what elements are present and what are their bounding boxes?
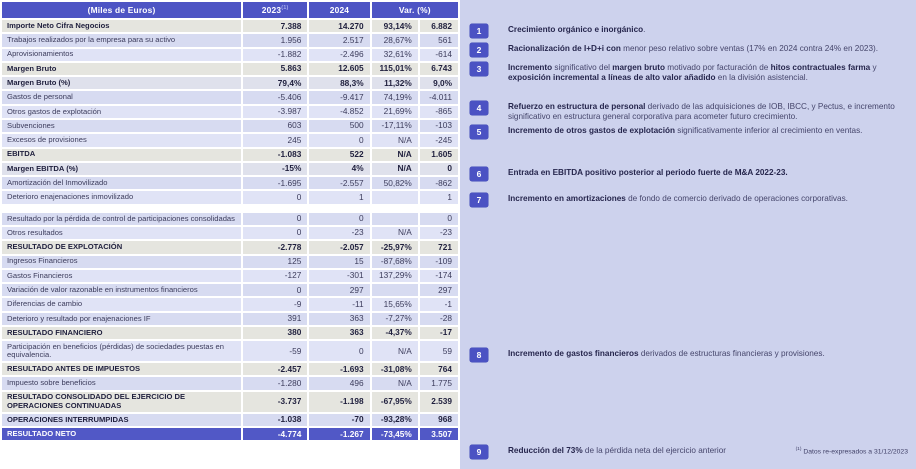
cell-var-pct: 11,32%	[372, 77, 418, 89]
note-item	[470, 445, 910, 459]
note-number-badge: 7	[470, 193, 488, 207]
cell-2024: 500	[309, 120, 369, 132]
note-item	[470, 43, 910, 57]
table-row	[2, 327, 458, 339]
cell-2023: 79,4%	[243, 77, 307, 89]
note-text: Incremento significativo del margen bruto motivado por facturación de hitos contractuales farma y exposición incremental a líneas de alto valor añadido en la división asistencial.	[508, 63, 877, 83]
cell-2023: -1.083	[243, 149, 307, 161]
cell-label: Otros gastos de explotación	[2, 106, 241, 118]
cell-2024: 12.605	[309, 63, 369, 75]
cell-var-abs: 561	[420, 34, 458, 46]
spacer-row	[2, 206, 458, 211]
cell-2023: 1.956	[243, 34, 307, 46]
note-number-badge: 5	[470, 125, 488, 139]
table-row	[2, 213, 458, 225]
cell-2023: -2.778	[243, 241, 307, 253]
cell-2023: 380	[243, 327, 307, 339]
cell-var-pct: -73,45%	[372, 428, 418, 440]
cell-label: Variación de valor razonable en instrumentos financieros	[2, 284, 241, 296]
cell-2023: 0	[243, 191, 307, 203]
footnote-sup: (1)	[795, 447, 802, 452]
cell-2023: -15%	[243, 163, 307, 175]
cell-var-abs: -1	[420, 298, 458, 310]
cell-label: Diferencias de cambio	[2, 298, 241, 310]
cell-2023: -59	[243, 341, 307, 361]
cell-label: Aprovisionamientos	[2, 49, 241, 61]
table-row	[2, 120, 458, 132]
cell-label: Margen Bruto (%)	[2, 77, 241, 89]
cell-label: RESULTADO CONSOLIDADO DEL EJERCICIO DE OPERACIONES CONTINUADAS	[2, 392, 241, 412]
cell-label: RESULTADO DE EXPLOTACIÓN	[2, 241, 241, 253]
table-row	[2, 341, 458, 361]
cell-2023: -127	[243, 270, 307, 282]
note-item	[470, 125, 910, 139]
column-header-2024: 2024	[309, 2, 369, 18]
cell-label: Margen Bruto	[2, 63, 241, 75]
cell-2024: 14.270	[309, 20, 369, 32]
cell-var-abs: 721	[420, 241, 458, 253]
cell-var-abs: -174	[420, 270, 458, 282]
cell-label: RESULTADO FINANCIERO	[2, 327, 241, 339]
table-row	[2, 149, 458, 161]
cell-2024: 363	[309, 313, 369, 325]
cell-var-abs: 1.775	[420, 377, 458, 389]
table-row	[2, 134, 458, 146]
table-header-row	[2, 2, 458, 18]
column-header-variation: Var. (%)	[372, 2, 458, 18]
cell-2024: 4%	[309, 163, 369, 175]
cell-label: Subvenciones	[2, 120, 241, 132]
cell-var-abs: 297	[420, 284, 458, 296]
cell-var-abs: 9,0%	[420, 77, 458, 89]
cell-2023: 7.388	[243, 20, 307, 32]
table-row	[2, 91, 458, 103]
cell-2023: -1.882	[243, 49, 307, 61]
table-row	[2, 63, 458, 75]
note-text: Incremento en amortizaciones de fondo de comercio derivado de operaciones corporativas.	[508, 194, 848, 203]
table-row	[2, 177, 458, 189]
cell-var-abs: 3.507	[420, 428, 458, 440]
cell-2024: 2.517	[309, 34, 369, 46]
note-text: Crecimiento orgánico e inorgánico.	[508, 25, 646, 34]
spacer-cell	[2, 206, 458, 211]
cell-label: RESULTADO NETO	[2, 428, 241, 440]
cell-var-pct: -67,95%	[372, 392, 418, 412]
cell-var-pct: -31,08%	[372, 363, 418, 375]
cell-2024: -9.417	[309, 91, 369, 103]
cell-2023: -9	[243, 298, 307, 310]
cell-var-pct: -4,37%	[372, 327, 418, 339]
cell-label: Otros resultados	[2, 227, 241, 239]
note-number-badge: 2	[470, 43, 488, 57]
cell-2024: 15	[309, 256, 369, 268]
cell-2024: 297	[309, 284, 369, 296]
table-row	[2, 377, 458, 389]
cell-2023: 5.863	[243, 63, 307, 75]
note-item	[470, 193, 910, 207]
cell-var-abs: 2.539	[420, 392, 458, 412]
cell-var-pct: N/A	[372, 341, 418, 361]
table-row	[2, 227, 458, 239]
cell-label: Margen EBITDA (%)	[2, 163, 241, 175]
cell-var-pct: -93,28%	[372, 414, 418, 426]
cell-2023: 0	[243, 284, 307, 296]
cell-2024: -1.267	[309, 428, 369, 440]
cell-var-pct: N/A	[372, 149, 418, 161]
table-row	[2, 106, 458, 118]
cell-label: Deterioro enajenaciones inmovilizado	[2, 191, 241, 203]
note-text: Incremento de gastos financieros derivados de estructuras financieras y provisiones.	[508, 349, 825, 358]
cell-label: Resultado por la pérdida de control de participaciones consolidadas	[2, 213, 241, 225]
table-row	[2, 298, 458, 310]
cell-label: Gastos de personal	[2, 91, 241, 103]
cell-2024: -2.057	[309, 241, 369, 253]
cell-var-abs: -865	[420, 106, 458, 118]
column-header-2023	[243, 2, 307, 18]
cell-label: Amortización del Inmovilizado	[2, 177, 241, 189]
note-text: Racionalización de I+D+i con menor peso relativo sobre ventas (17% en 2024 contra 24% en 2023).	[508, 44, 879, 53]
cell-var-abs: -103	[420, 120, 458, 132]
cell-var-pct: -25,97%	[372, 241, 418, 253]
note-number-badge: 1	[470, 24, 488, 38]
cell-2024: -23	[309, 227, 369, 239]
cell-var-abs: 1.605	[420, 149, 458, 161]
cell-2024: -2.496	[309, 49, 369, 61]
cell-2023: -2.457	[243, 363, 307, 375]
cell-var-pct: 74,19%	[372, 91, 418, 103]
cell-label: Deterioro y resultado por enajenaciones IF	[2, 313, 241, 325]
table-row	[2, 428, 458, 440]
table-row	[2, 49, 458, 61]
cell-label: Gastos Financieros	[2, 270, 241, 282]
cell-var-pct: -17,11%	[372, 120, 418, 132]
cell-var-abs: -23	[420, 227, 458, 239]
column-header-unit: (Miles de Euros)	[2, 2, 241, 18]
footnote-text: Datos re-expresados a 31/12/2023	[803, 448, 908, 456]
cell-var-abs: 1	[420, 191, 458, 203]
cell-2024: 0	[309, 213, 369, 225]
cell-2024: -11	[309, 298, 369, 310]
cell-var-pct: N/A	[372, 163, 418, 175]
cell-var-abs: -17	[420, 327, 458, 339]
column-header-2023-label: 2023	[261, 5, 282, 15]
note-text: Reducción del 73% de la pérdida neta del ejercicio anterior	[508, 446, 726, 455]
note-number-badge: 8	[470, 348, 488, 362]
cell-var-abs: 0	[420, 213, 458, 225]
table-row	[2, 241, 458, 253]
cell-var-abs: -245	[420, 134, 458, 146]
note-number-badge: 9	[470, 445, 488, 459]
cell-var-pct: -7,27%	[372, 313, 418, 325]
cell-2023: 0	[243, 227, 307, 239]
cell-2023: -3.987	[243, 106, 307, 118]
cell-var-abs: -4.011	[420, 91, 458, 103]
cell-2024: -70	[309, 414, 369, 426]
cell-var-pct: N/A	[372, 134, 418, 146]
note-number-badge: 4	[470, 101, 488, 115]
table-row	[2, 163, 458, 175]
cell-var-pct	[372, 284, 418, 296]
cell-var-abs: 764	[420, 363, 458, 375]
cell-label: Impuesto sobre beneficios	[2, 377, 241, 389]
cell-label: Importe Neto Cifra Negocios	[2, 20, 241, 32]
cell-2023: -3.737	[243, 392, 307, 412]
cell-var-abs: 59	[420, 341, 458, 361]
table-row	[2, 20, 458, 32]
note-item	[470, 62, 910, 83]
cell-var-pct: N/A	[372, 227, 418, 239]
cell-label: Participación en beneficios (pérdidas) de sociedades puestas en equivalencia.	[2, 341, 241, 361]
table-row	[2, 392, 458, 412]
table-row	[2, 363, 458, 375]
cell-2024: -301	[309, 270, 369, 282]
cell-var-abs: 968	[420, 414, 458, 426]
cell-2024: 0	[309, 341, 369, 361]
cell-var-pct	[372, 191, 418, 203]
table-row	[2, 77, 458, 89]
table-row	[2, 191, 458, 203]
cell-2023: -1.695	[243, 177, 307, 189]
cell-2023: 245	[243, 134, 307, 146]
cell-label: RESULTADO ANTES DE IMPUESTOS	[2, 363, 241, 375]
cell-2024: 363	[309, 327, 369, 339]
cell-var-abs: 6.743	[420, 63, 458, 75]
cell-var-pct: -87,68%	[372, 256, 418, 268]
cell-2024: 88,3%	[309, 77, 369, 89]
cell-2023: -1.038	[243, 414, 307, 426]
table-row	[2, 34, 458, 46]
cell-2024: 496	[309, 377, 369, 389]
cell-label: OPERACIONES INTERRUMPIDAS	[2, 414, 241, 426]
footnote-marker: (1)	[281, 5, 289, 12]
table-row	[2, 284, 458, 296]
cell-2024: -1.693	[309, 363, 369, 375]
note-text: Refuerzo en estructura de personal derivado de las adquisiciones de IOB, IBCC, y Pectus, e incremento significativo en estructura general corporativa para acometer futuro crecimiento.	[508, 102, 895, 122]
note-number-badge: 3	[470, 62, 488, 76]
note-text: Incremento de otros gastos de explotación significativamente inferior al crecimiento en ventas.	[508, 126, 863, 135]
cell-2023: -5.406	[243, 91, 307, 103]
note-item	[470, 101, 910, 122]
cell-var-pct: 15,65%	[372, 298, 418, 310]
note-item	[470, 167, 910, 181]
pnl-table-body	[2, 20, 458, 440]
cell-2024: -2.557	[309, 177, 369, 189]
cell-var-abs: -614	[420, 49, 458, 61]
cell-label: Ingresos Financieros	[2, 256, 241, 268]
table-row	[2, 270, 458, 282]
cell-var-pct	[372, 213, 418, 225]
cell-2023: 603	[243, 120, 307, 132]
cell-var-pct: 32,61%	[372, 49, 418, 61]
cell-2024: 0	[309, 134, 369, 146]
cell-2024: 1	[309, 191, 369, 203]
cell-label: EBITDA	[2, 149, 241, 161]
cell-var-pct: 137,29%	[372, 270, 418, 282]
cell-var-abs: 0	[420, 163, 458, 175]
cell-2023: -1.280	[243, 377, 307, 389]
note-item	[470, 348, 910, 362]
cell-var-abs: -109	[420, 256, 458, 268]
cell-var-pct: 115,01%	[372, 63, 418, 75]
cell-var-abs: -862	[420, 177, 458, 189]
cell-var-pct: 28,67%	[372, 34, 418, 46]
note-number-badge: 6	[470, 167, 488, 181]
cell-2023: 391	[243, 313, 307, 325]
cell-2023: 125	[243, 256, 307, 268]
cell-2024: 522	[309, 149, 369, 161]
notes-panel	[460, 0, 916, 469]
cell-var-abs: -28	[420, 313, 458, 325]
cell-var-pct: 50,82%	[372, 177, 418, 189]
cell-2023: 0	[243, 213, 307, 225]
cell-var-abs: 6.882	[420, 20, 458, 32]
note-text: Entrada en EBITDA positivo posterior al periodo fuerte de M&A 2022-23.	[508, 168, 788, 177]
cell-label: Excesos de provisiones	[2, 134, 241, 146]
cell-2024: -4.852	[309, 106, 369, 118]
cell-label: Trabajos realizados por la empresa para su activo	[2, 34, 241, 46]
pnl-table	[0, 0, 460, 442]
note-item	[470, 24, 910, 38]
table-row	[2, 313, 458, 325]
cell-var-pct: 21,69%	[372, 106, 418, 118]
cell-2024: -1.198	[309, 392, 369, 412]
table-row	[2, 256, 458, 268]
cell-2023: -4.774	[243, 428, 307, 440]
cell-var-pct: 93,14%	[372, 20, 418, 32]
cell-var-pct: N/A	[372, 377, 418, 389]
table-row	[2, 414, 458, 426]
